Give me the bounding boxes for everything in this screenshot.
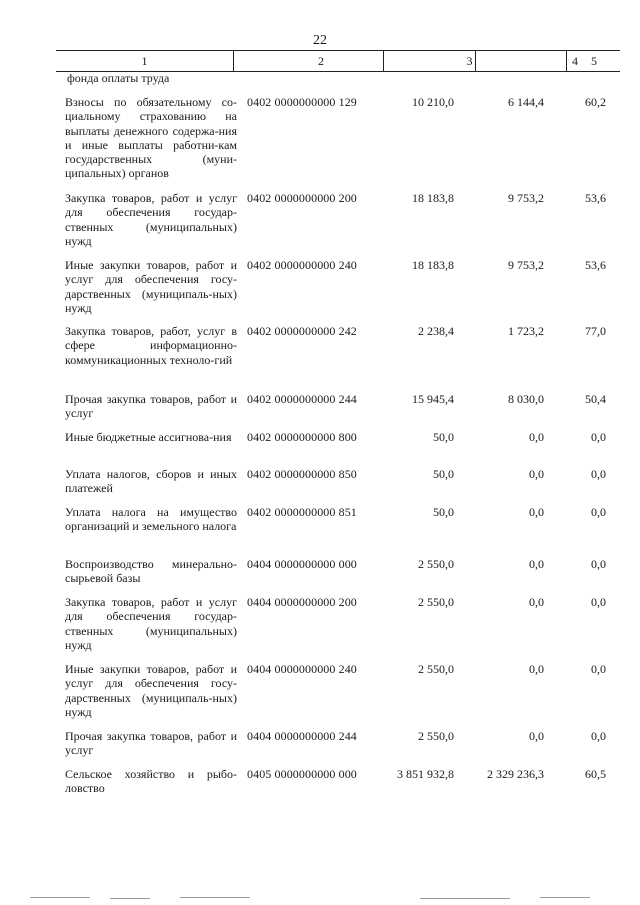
row-value-col3: 18 183,8 bbox=[412, 191, 454, 205]
row-code: 0404 0000000000 000 bbox=[247, 557, 357, 571]
column-header-1: 1 bbox=[141, 54, 148, 68]
row-value-col5: 0,0 bbox=[591, 557, 606, 571]
row-value-col3: 2 550,0 bbox=[418, 662, 454, 676]
row-value-col3: 50,0 bbox=[433, 505, 454, 519]
row-value-col3: 10 210,0 bbox=[412, 95, 454, 109]
row-code: 0404 0000000000 244 bbox=[247, 729, 357, 743]
row-code: 0404 0000000000 240 bbox=[247, 662, 357, 676]
page-number: 22 bbox=[313, 33, 327, 48]
row-name: Иные закупки товаров, работ и услуг для обеспечения госу-дарственных (муниципаль-ных) нужд bbox=[65, 258, 237, 315]
scan-artifacts bbox=[0, 891, 640, 905]
row-value-col3: 18 183,8 bbox=[412, 258, 454, 272]
row-value-col5: 0,0 bbox=[591, 662, 606, 676]
row-value-col3: 2 550,0 bbox=[418, 557, 454, 571]
row-value-col4: 6 144,4 bbox=[508, 95, 544, 109]
row-value-col3: 50,0 bbox=[433, 467, 454, 481]
row-value-col5: 0,0 bbox=[591, 595, 606, 609]
row-value-col3: 15 945,4 bbox=[412, 392, 454, 406]
row-name: Иные бюджетные ассигнова-ния bbox=[65, 430, 232, 444]
row-value-col4: 2 329 236,3 bbox=[487, 767, 544, 781]
column-header-5: 5 bbox=[591, 54, 597, 68]
row-value-col5: 0,0 bbox=[591, 467, 606, 481]
row-value-col5: 53,6 bbox=[585, 258, 606, 272]
row-value-col3: 2 550,0 bbox=[418, 595, 454, 609]
row-value-col3: 2 238,4 bbox=[418, 324, 454, 338]
row-value-col4: 0,0 bbox=[529, 595, 544, 609]
row-value-col3: 3 851 932,8 bbox=[397, 767, 454, 781]
row-code: 0405 0000000000 000 bbox=[247, 767, 357, 781]
row-name: Закупка товаров, работ, услуг в сфере информационно-коммуникационных техноло-гий bbox=[65, 324, 237, 367]
row-value-col5: 60,5 bbox=[585, 767, 606, 781]
row-code: 0402 0000000000 244 bbox=[247, 392, 357, 406]
row-value-col5: 77,0 bbox=[585, 324, 606, 338]
row-value-col4: 1 723,2 bbox=[508, 324, 544, 338]
row-name: Уплата налогов, сборов и иных платежей bbox=[65, 467, 237, 496]
row-code: 0404 0000000000 200 bbox=[247, 595, 357, 609]
row-name: Сельское хозяйство и рыбо-ловство bbox=[65, 767, 237, 796]
row-value-col4: 0,0 bbox=[529, 729, 544, 743]
row-name: Уплата налога на имущество организаций и земельного налога bbox=[65, 505, 237, 534]
row-value-col5: 0,0 bbox=[591, 729, 606, 743]
row-code: 0402 0000000000 129 bbox=[247, 95, 357, 109]
row-value-col4: 9 753,2 bbox=[508, 191, 544, 205]
row-value-col3: 2 550,0 bbox=[418, 729, 454, 743]
row-code: 0402 0000000000 242 bbox=[247, 324, 357, 338]
row-code: 0402 0000000000 240 bbox=[247, 258, 357, 272]
row-code: 0402 0000000000 800 bbox=[247, 430, 357, 444]
row-value-col4: 0,0 bbox=[529, 467, 544, 481]
row-value-col5: 53,6 bbox=[585, 191, 606, 205]
row-code: 0402 0000000000 850 bbox=[247, 467, 357, 481]
row-value-col4: 0,0 bbox=[529, 557, 544, 571]
row-value-col4: 0,0 bbox=[529, 505, 544, 519]
row-code: 0402 0000000000 851 bbox=[247, 505, 357, 519]
row-value-col5: 50,4 bbox=[585, 392, 606, 406]
row-value-col4: 0,0 bbox=[529, 430, 544, 444]
row-name: Закупка товаров, работ и услуг для обеспечения государ-ственных (муниципальных) нужд bbox=[65, 595, 237, 652]
row-value-col5: 0,0 bbox=[591, 505, 606, 519]
row-value-col4: 0,0 bbox=[529, 662, 544, 676]
row-value-col4: 8 030,0 bbox=[508, 392, 544, 406]
row-code: 0402 0000000000 200 bbox=[247, 191, 357, 205]
row-value-col5: 0,0 bbox=[591, 430, 606, 444]
row-name: Воспроизводство минерально-сырьевой базы bbox=[65, 557, 237, 586]
column-header-4: 4 bbox=[572, 54, 578, 68]
row-name: Взносы по обязательному со-циальному страхованию на выплаты денежного содержа-ния и иные выплаты работни-кам государственных (муни-ципальных) органов bbox=[65, 95, 237, 181]
row-value-col4: 9 753,2 bbox=[508, 258, 544, 272]
column-header-2: 2 bbox=[318, 54, 324, 68]
row-name: Закупка товаров, работ и услуг для обеспечения государ-ственных (муниципальных) нужд bbox=[65, 191, 237, 248]
continued-text: фонда оплаты труда bbox=[67, 71, 170, 85]
row-value-col3: 50,0 bbox=[433, 430, 454, 444]
row-name: Прочая закупка товаров, работ и услуг bbox=[65, 729, 237, 758]
row-value-col5: 60,2 bbox=[585, 95, 606, 109]
row-name: Прочая закупка товаров, работ и услуг bbox=[65, 392, 237, 421]
row-name: Иные закупки товаров, работ и услуг для обеспечения госу-дарственных (муниципаль-ных) нужд bbox=[65, 662, 237, 719]
column-header-3: 3 bbox=[466, 54, 473, 68]
